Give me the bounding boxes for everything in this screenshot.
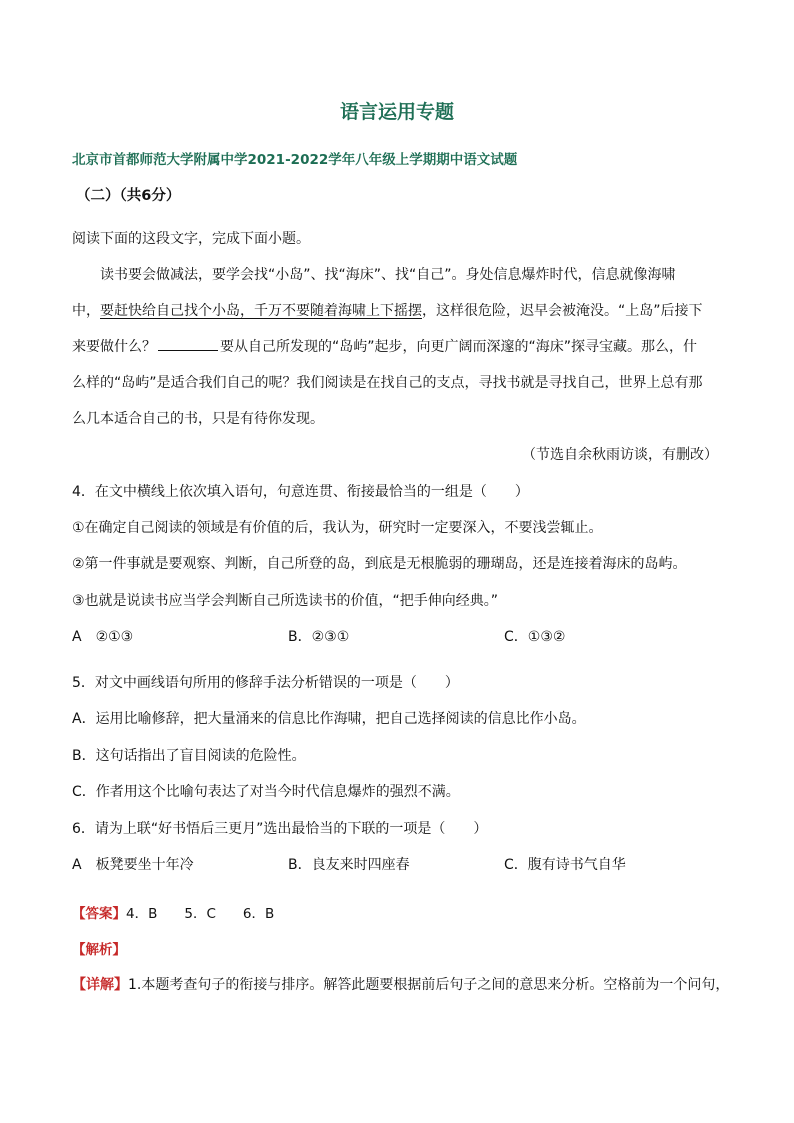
answer-text: 4．B 5．C 6．B — [126, 906, 275, 922]
passage-line-5: 么几本适合自己的书，只是有待你发现。 — [72, 411, 324, 427]
fill-blank — [158, 336, 218, 351]
q6-stem: 6．请为上联“好书悟后三更月”选出最恰当的下联的一项是（ ） — [72, 821, 488, 837]
q4-stem: 4．在文中横线上依次填入语句，句意连贯、衔接最恰当的一组是（ ） — [72, 484, 529, 500]
passage-line-4: 么样的“岛屿”是适合我们自己的呢？我们阅读是在找自己的支点，寻找书就是寻找自己，世界上总有那 — [72, 375, 703, 391]
q4-sentence-2: ②第一件事就是要观察、判断，自己所登的岛，到底是无根脆弱的珊瑚岛，还是连接着海床的岛屿。 — [72, 556, 687, 572]
exam-source: 北京市首都师范大学附属中学2021-2022学年八年级上学期期中语文试题 — [72, 152, 518, 168]
q5-option-c: C．作者用这个比喻句表达了对当今时代信息爆炸的强烈不满。 — [72, 784, 460, 800]
q4-option-c: C．①③② — [504, 629, 566, 645]
analysis-label: 【解析】 — [72, 942, 126, 958]
instruction: 阅读下面的这段文字，完成下面小题。 — [72, 231, 310, 247]
detail-line — [72, 974, 729, 994]
passage-line-3: 来要做什么？ 要从自己所发现的“岛屿”起步，向更广阔而深邃的“海床”探寻宝藏。那么，什 — [72, 336, 697, 356]
q4-option-a: A ②①③ — [72, 629, 134, 645]
q4-sentence-1: ①在确定自己阅读的领域是有价值的后，我认为，研究时一定要深入，不要浅尝辄止。 — [72, 520, 603, 536]
q4-option-b: B．②③① — [288, 629, 350, 645]
answer-line — [72, 902, 274, 922]
q6-option-a: A 板凳要坐十年冷 — [72, 857, 194, 873]
q5-stem: 5．对文中画线语句所用的修辞手法分析错误的一项是（ ） — [72, 675, 459, 691]
detail-label: 【详解】 — [72, 977, 128, 993]
underlined-sentence: 要赶快给自己找个小岛，千万不要随着海啸上下摇摆 — [100, 303, 422, 319]
q5-option-b: B．这句话指出了盲目阅读的危险性。 — [72, 748, 306, 764]
passage-line-2: 中，要赶快给自己找个小岛，千万不要随着海啸上下摇摆，这样很危险，迟早会被淹没。“上岛”后接下 — [72, 303, 703, 319]
q4-sentence-3: ③也就是说读书应当学会判断自己所选读书的价值，“把手伸向经典。” — [72, 593, 499, 609]
page-title: 语言运用专题 — [339, 101, 454, 123]
q6-option-c: C．腹有诗书气自华 — [504, 857, 626, 873]
detail-text: 1.本题考查句子的衔接与排序。解答此题要根据前后句子之间的意思来分析。空格前为一个问句， — [128, 977, 730, 993]
passage-source-note: （节选自余秋雨访谈，有删改） — [522, 447, 718, 463]
answer-label: 【答案】 — [72, 906, 126, 922]
passage-line-1: 读书要会做减法，要学会找“小岛”、找“海床”、找“自己”。身处信息爆炸时代，信息就像海啸 — [100, 267, 676, 283]
q5-option-a: A．运用比喻修辞，把大量涌来的信息比作海啸，把自己选择阅读的信息比作小岛。 — [72, 711, 586, 727]
section-heading: （二）（共6分） — [76, 188, 181, 204]
q6-option-b: B．良友来时四座春 — [288, 857, 410, 873]
